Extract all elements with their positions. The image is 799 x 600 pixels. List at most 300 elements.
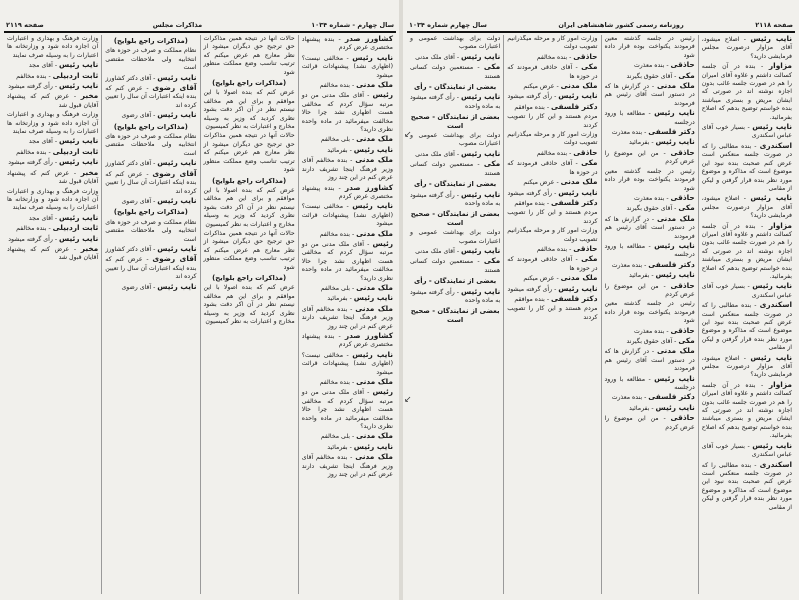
paragraph-text: حالات آنها در نتیجه همین مذاکرات حق ترجیح حق دیگران میشود از نظر معارج هم عرض میکنم که ترتیب تناسب وضع مملکت منظور شود (203, 229, 295, 271)
speaker-name: ملک مدنی (356, 134, 393, 144)
speaker-name: مکی (678, 203, 695, 213)
margin-arrow-icon: ↙ (404, 395, 412, 405)
paragraph-text: - من این موضوع را عرض کردم (604, 415, 695, 431)
paragraph-text: - مستعمین دولت کسانی هستند (410, 258, 501, 274)
paragraph-text: - بسیار خوب آقای عباس اسکندری (701, 124, 792, 140)
paragraph-text: - مطالعه با ورود درجلسه (604, 110, 695, 126)
paragraph-text: - عرض کنم که بنده اینکه اعتبارات آن سال را تعیین کرده اند (105, 256, 197, 281)
paragraph (302, 146, 393, 155)
speaker-name: مخبر (80, 243, 99, 253)
paragraph (204, 89, 295, 131)
newspaper-title: روزنامه رسمی کشور شاهنشاهی ایران (558, 21, 684, 29)
paragraph-text: - بنده مخالفم آقای وزیر فرهنگ اینجا تشریف دارند عرض کنم در این چند روز (301, 454, 393, 479)
columns (4, 35, 396, 594)
paragraph (507, 82, 597, 91)
paragraph (702, 123, 792, 141)
speaker-name: نایب رئیس (352, 349, 393, 359)
paragraph-text: - بنده مخالفم آقای وزیر فرهنگ اینجا تشریف دارند عرض کنم در این چند روز (301, 305, 393, 330)
paragraph (507, 53, 597, 62)
speaker-name: رئیس (372, 90, 393, 100)
speaker-name: نایب رئیس (352, 52, 393, 62)
paragraph (410, 132, 500, 149)
paragraph-text: - در گزارش ها که در دستور است آقای رئیس هم فرمودند (604, 348, 695, 373)
section-heading: (مذاکرات راجع بلوایح) (212, 176, 287, 185)
paragraph (605, 414, 695, 432)
speaker-name: حاذقی (670, 147, 695, 157)
paragraph-text: - رأی گرفته میشود به ماده واحده (410, 191, 501, 207)
speaker-name: نایب رئیس (558, 91, 598, 101)
speaker-name: دکتر فلسفی (648, 392, 695, 402)
paragraph-text: - رأی گرفته میشود (507, 93, 557, 101)
paragraph-text: - بسیار خوب آقای عباس اسکندری (701, 442, 792, 459)
paragraph (702, 442, 792, 460)
paragraph-text: - عرض میکنم (523, 83, 559, 91)
paragraph (702, 35, 792, 61)
page-header (409, 20, 793, 30)
paragraph-text: مردم هستند و این کار را تصویب کردند (507, 305, 598, 321)
speaker-name: نایب رئیس (59, 136, 99, 146)
paragraph-text: - آقای ملک مدنی من دو مرتبه سؤال کردم که مخالفی هست اظهاری نشد چرا حالا مخالفت میفرمائید در ماده واحده نظری دارید؟ (301, 389, 393, 431)
speaker-name: رئیس (372, 238, 393, 248)
paragraph (410, 191, 500, 209)
speaker-name: حاذقی (573, 51, 598, 61)
paragraph-text: - بلی مخالفم (320, 136, 355, 144)
paragraph (105, 47, 196, 72)
paragraph (302, 294, 393, 303)
speaker-name: کشاورز صدر (344, 35, 393, 43)
speaker-name: حاذقی (573, 243, 598, 253)
speaker-name: مکی (483, 159, 501, 169)
speaker-name: مکی (483, 256, 501, 266)
paragraph-text: - مخالفی نیست؟ (اظهاری نشد) پیشنهادات قرائت میشود (301, 351, 393, 376)
paragraph (7, 72, 98, 81)
speaker-name: ثابت اردبیلی (52, 70, 99, 80)
paragraph-text: - بنده مخالفم آقای وزیر فرهنگ اینجا تشریف دارند عرض کنم در این چند روز (301, 157, 393, 182)
paragraph-text: - بفرمائید (629, 404, 654, 412)
paragraph-text: - رأی گرفته میشود به ماده واحده (410, 94, 501, 110)
issue-label: سال چهارم - شماره ۱۰۳۴ (311, 21, 394, 29)
paragraph (702, 301, 792, 352)
paragraph (302, 202, 393, 228)
paragraph (7, 82, 98, 91)
paragraph (302, 240, 393, 283)
paragraph (302, 378, 393, 387)
paragraph (507, 274, 597, 283)
paragraph (605, 393, 695, 402)
speaker-name: اسکندری (759, 459, 792, 469)
speaker-name: ثابت اردبیلی (52, 146, 99, 156)
paragraph (507, 209, 597, 226)
paragraph (507, 113, 597, 130)
paragraph (605, 35, 695, 60)
paragraph (605, 128, 695, 137)
paragraph-text: - مخالفی نیست؟ (اظهاری نشد) پیشنهادات قرائت میشود (301, 203, 393, 228)
paragraph (507, 305, 597, 322)
speaker-name: نایب رئیس (157, 243, 197, 253)
paragraph (702, 62, 792, 122)
paragraph-text: وزارت امور کار و مرحله میگذرانیم تصویب دولت (507, 227, 598, 243)
speaker-name: نایب رئیس (157, 195, 197, 205)
paragraph (507, 295, 597, 304)
paragraph-text: - بنده معذرت (611, 394, 647, 402)
speaker-name: نایب رئیس (461, 51, 501, 61)
speaker-name: ملک مدنی (355, 452, 393, 462)
paragraph-text: - آقای دکتر کشاورز (105, 160, 156, 168)
paragraph-text: - آقای ملک مدنی من دو مرتبه سؤال کردم که مخالفی هست اظهاری نشد چرا حالا مخالفت میفرمائید در ماده واحده نظری دارید؟ (301, 240, 393, 282)
speaker-name: نایب رئیس (461, 245, 501, 255)
paragraph-text: - آقای حقوق بگیرند (626, 205, 677, 213)
paragraph (410, 229, 500, 246)
paragraph-text: - بفرمائید (629, 139, 654, 147)
paragraph-text: - عرض میکنم (523, 179, 559, 187)
paragraph-text: - رأی گرفته میشود (507, 189, 557, 197)
paragraph (605, 61, 695, 70)
paragraph (702, 381, 792, 441)
speaker-name: حاذقی (670, 413, 695, 423)
paragraph-text: - بسیار خوب آقای عباس اسکندری (701, 283, 792, 299)
speaker-name: ملک مدنی (560, 177, 598, 187)
speaker-name: ملک مدنی (355, 155, 393, 165)
paragraph (105, 245, 196, 254)
speaker-name: کشاورز صدر (344, 182, 393, 192)
paragraph (105, 159, 196, 168)
speaker-name: ملک مدنی (356, 282, 393, 292)
paragraph-text: - رأی گرفته میشود (8, 159, 58, 167)
section-heading: (مذاکرات راجع بلوایح) (113, 208, 188, 217)
paragraph (605, 138, 695, 147)
paragraph-text: دولت برای بهداشت عمومی و اعتبارات مصوب (410, 229, 501, 245)
paragraph (7, 137, 98, 146)
speaker-name: مکی (581, 158, 598, 168)
paragraph-text: - آقای ملک مدنی من دو مرتبه سؤال کردم که مخالفی هست اظهاری نشد چرا حالا مخالفت میفرمائید در ماده واحده نظری دارید؟ (301, 92, 393, 134)
paragraph (302, 388, 393, 431)
paragraph (702, 282, 792, 300)
speaker-name: ملک مدنی (356, 377, 393, 387)
speaker-name: نایب رئیس (654, 240, 695, 250)
paragraph-text: - آقای رضوی (121, 112, 156, 120)
paragraph-text: - بنده موافقم (514, 103, 550, 111)
paragraph-text: - مطالعه با ورود درجلسه (604, 375, 695, 392)
speaker-name: نایب رئیس (157, 158, 197, 168)
speaker-name: مکی (581, 254, 598, 264)
paragraph (702, 461, 792, 512)
speaker-name: نایب رئیس (654, 108, 695, 118)
paragraph (410, 93, 500, 111)
paragraph (410, 288, 500, 306)
paragraph-text: - بنده موافقم (514, 295, 550, 303)
speaker-name: نایب رئیس (353, 293, 393, 303)
paragraph-text: رئیس در جلسه گذشته معین فرمودند یکنواخت بوده قرار داده شود (604, 35, 695, 59)
paragraph-text: حالات آنها در نتیجه همین مذاکرات حق ترجیح حق دیگران میشود از نظر معارج هم عرض میکنم که ترتیب تناسب وضع مملکت منظور شود (203, 35, 295, 76)
paragraph-text: - بنده مطالبی را که در صورت جلسه منعکس است عرض کنم صحبت بنده نبود این موضوع است که مذاکره و موضوع مورد نظر بنده قرار گرفتن و لیکن از مقامی (701, 461, 792, 511)
paragraph (507, 227, 597, 244)
speaker-name: اسکندری (759, 300, 792, 310)
speaker-name: دکتر فلسفی (648, 259, 695, 269)
speaker-name: مزاوار (768, 379, 792, 389)
speaker-name: مزاوار (768, 61, 792, 71)
paragraph (410, 150, 500, 159)
paragraph-text: - بنده در آن جلسه کسالت داشتم و علاوه آقای امیران را هم در صورت جلسه غائب بدون اجازه نوشته اند در صورتی که ایشان مریض و بستری میباشند بنده خواستم توضیح بدهم که اصلاح بفرمائید. (701, 222, 792, 280)
paragraph (105, 111, 196, 120)
paragraph (507, 92, 597, 101)
paragraph (507, 63, 597, 81)
paragraph (605, 215, 695, 241)
page-number: صفحه ۲۱۱۸ (755, 21, 793, 29)
text-column (503, 35, 600, 594)
speaker-name: آقای رضوی (152, 254, 197, 264)
paragraph (105, 170, 196, 196)
paragraph (105, 219, 196, 244)
paragraph (105, 74, 196, 83)
speaker-name: دکتر فلسفی (648, 127, 695, 137)
speaker-name: ملک مدنی (657, 81, 695, 91)
speaker-name: اسکندری (759, 140, 792, 150)
paragraph (302, 184, 393, 202)
paragraph (105, 255, 196, 281)
paragraph-text: - بنده مخالفم (536, 53, 572, 61)
paragraph-text: - آقای رضوی (121, 283, 156, 291)
section-heading: بعضی از نمایندگان - رأی (414, 180, 497, 189)
section-heading: بعضی از نمایندگان - صحیح است (410, 307, 500, 324)
paragraph (605, 404, 695, 413)
speaker-name: مکی (581, 62, 598, 72)
paragraph (507, 149, 597, 158)
section-heading: بعضی از نمایندگان - صحیح است (410, 113, 500, 130)
paragraph (605, 347, 695, 373)
section-heading: بعضی از نمایندگان - رأی (414, 83, 497, 92)
text-column (601, 35, 698, 594)
speaker-name: نایب رئیس (157, 110, 197, 120)
section-heading: بعضی از نمایندگان - صحیح است (410, 210, 500, 227)
speaker-name: نایب رئیس (461, 92, 501, 102)
speaker-name: ملک مدنی (560, 273, 598, 283)
paragraph-text: رئیس در جلسه گذشته معین فرمودند یکنواخت بوده قرار داده شود (604, 300, 695, 325)
paragraph-text: - بنده معذرت (611, 129, 647, 137)
paragraph-text: - عرض کنم که پیشنهاد آقایان قبول شد (7, 93, 99, 109)
paragraph-text: - عرض کنم که پیشنهاد آقایان قبول شد (7, 245, 99, 262)
paragraph (7, 169, 98, 187)
margin-arrow-icon: ↙ (404, 130, 412, 140)
page-header (6, 20, 394, 30)
paragraph-text: - من این موضوع را عرض کردم (604, 282, 695, 298)
paragraph-text: - آقای مجد (28, 62, 58, 70)
paragraph-text: - آقای دکتر کشاورز (105, 74, 156, 82)
paragraph-text: - بنده در آن جلسه کسالت داشتم و علاوه آقای امیران را هم در صورت جلسه غائب بدون اجازه نوشته اند در صورتی که ایشان مریض و بستری میباشند بنده خواستم توضیح بدهم که اصلاح بفرمائید. (701, 381, 792, 440)
page-number: صفحه ۲۱۱۹ (6, 21, 44, 29)
paragraph (302, 135, 393, 144)
paragraph-text: - آقای حاذقی فرمودند که در حوزه ها (507, 64, 598, 80)
section-heading: بعضی از نمایندگان - رأی (414, 277, 497, 286)
paragraph (302, 305, 393, 331)
paragraph-text: - مستعمین دولت کسانی هستند (410, 64, 501, 80)
speaker-name: ثابت اردبیلی (52, 223, 99, 233)
paragraph-text: - بفرمائید (327, 443, 352, 451)
paragraph (605, 194, 695, 203)
paragraph-text: - بنده مخالفم (536, 245, 572, 253)
speaker-name: ملک مدنی (356, 80, 393, 90)
paragraph-text: دولت برای بهداشت عمومی و اعتبارات مصوب (410, 35, 501, 51)
speaker-name: مکی (678, 70, 695, 80)
paragraph-text: - بنده مخالفم (536, 149, 572, 157)
paragraph-text: - بنده مخالفم (16, 72, 51, 80)
text-column (101, 35, 199, 594)
section-heading: (مذاکرات راجع بلوایح) (113, 122, 188, 131)
paragraph-text: - آقای دکتر کشاورز (105, 245, 156, 253)
speaker-name: نایب رئیس (461, 148, 501, 158)
paragraph-text: - بنده مطالبی را که در صورت جلسه منعکس است عرض کنم صحبت بنده نبود این موضوع است که مذاکره و موضوع مورد نظر بنده قرار گرفتن و لیکن از مقامی (701, 142, 792, 192)
paragraph (204, 187, 295, 229)
paragraph-text: - بنده پیشنهاد مختصری عرض کردم (301, 184, 393, 200)
paragraph (507, 199, 597, 208)
paragraph-text: - بنده در آن جلسه کسالت داشتم و علاوه آقای امیران را هم در صورت جلسه غائب بدون اجازه نوشته اند در صورتی که ایشان مریض و بستری میباشند بنده خواستم توضیح بدهم که اصلاح بفرمائید. (701, 63, 792, 121)
paragraph (410, 247, 500, 256)
speaker-name: رئیس (372, 387, 393, 397)
paragraph (204, 35, 295, 77)
paragraph-text: - بنده مخالفم (319, 230, 355, 238)
paragraph-text: - بنده معذرت (611, 261, 647, 269)
paragraph (105, 197, 196, 206)
paragraph (507, 103, 597, 112)
speaker-name: دکتر فلسفی (551, 101, 598, 111)
paragraph-text: - عرض میکنم (523, 275, 559, 283)
paragraph (302, 35, 393, 53)
paragraph-text: - عرض کنم که بنده اینکه اعتبارات آن سال را تعیین کرده اند (105, 170, 197, 195)
text-column (200, 35, 298, 594)
speaker-name: ملک مدنی (355, 303, 393, 313)
paragraph-text: - عرض کنم که پیشنهاد آقایان قبول شد (7, 169, 99, 186)
paragraph-text: وزارت فرهنگ و بهداری و اعتبارات آن اجازه داده شود و وزارتخانه ها اعتبارات را به وسیله صرف نمایند (7, 187, 99, 212)
paragraph-text: عرض کنم که بنده اصولا با این موافقم و برای این هم مخالف نیستم نظر در آن اکر دقت بشود نظری کردید که وزیر به وسیله مخارج و اعتبارات به نظر کمیسیون (203, 186, 295, 228)
paragraph (702, 142, 792, 193)
paragraph-text: - بنده معذرت (633, 62, 669, 70)
paragraph-text: عرض کنم که بنده اصولا با این موافقم و برای این هم مخالف نیستم نظر در آن اکر دقت بشود نظری کردید که وزیر به وسیله مخارج و اعتبارات به نظر کمیسیون (203, 284, 295, 325)
paragraph (507, 178, 597, 187)
speaker-name: نایب رئیس (59, 157, 99, 167)
paragraph-text: - رأی گرفته میشود به ماده واحده (410, 288, 501, 304)
paragraph-text: - بلی مخالفم (320, 284, 355, 292)
paragraph (507, 285, 597, 294)
paragraph-text: دولت برای بهداشت عمومی و اعتبارات مصوب (410, 132, 501, 148)
paragraph-text: - بنده معذرت (633, 327, 669, 335)
speaker-name: ملک مدنی (356, 228, 393, 238)
speaker-name: ملک مدنی (560, 81, 598, 91)
paragraph (7, 92, 98, 110)
speaker-name: نایب رئیس (558, 187, 598, 197)
paragraph (302, 54, 393, 80)
paragraph (410, 35, 500, 52)
paragraph (605, 168, 695, 193)
speaker-name: نایب رئیس (59, 60, 99, 70)
speaker-name: نایب رئیس (461, 286, 501, 296)
paragraph-text: - بنده معذرت (633, 194, 669, 202)
text-column (407, 35, 503, 594)
speaker-name: حاذقی (670, 60, 695, 70)
paragraph (7, 35, 98, 60)
speaker-name: نایب رئیس (461, 189, 501, 199)
paragraph (605, 375, 695, 393)
paragraph (605, 261, 695, 270)
paragraph (605, 242, 695, 260)
paragraph-text: نظام مملکت و صرف در حوزه های انتخابیه ولی ملاحظات مقتضی است (105, 47, 197, 72)
speaker-name: نایب رئیس (752, 281, 793, 291)
paragraph-text: - عرض کنم که بنده اینکه اعتبارات آن سال را تعیین کرده اند (105, 85, 197, 109)
speaker-name: آقای رضوی (152, 83, 197, 93)
paragraph-text: - بنده مخالفم (319, 82, 355, 90)
paragraph (605, 82, 695, 108)
speaker-name: دکتر فلسفی (551, 197, 598, 207)
paragraph-text: - بفرمائید (327, 295, 352, 303)
speaker-name: نایب رئیس (558, 283, 598, 293)
section-heading: (مذاکرات راجع بلوایح) (113, 37, 188, 45)
paragraph (507, 35, 597, 52)
paragraph-text: - آقای مجد (28, 138, 58, 146)
paragraph (605, 337, 695, 346)
speaker-name: نایب رئیس (352, 201, 393, 211)
paragraph (7, 111, 98, 136)
speaker-name: مزاوار (768, 220, 792, 230)
paragraph (7, 214, 98, 223)
paragraph-text: وزارت امور کار و مرحله میگذرانیم تصویب دولت (507, 131, 598, 147)
paragraph-text: نظام مملکت و صرف در حوزه های انتخابیه ولی ملاحظات مقتضی است (105, 133, 197, 157)
paragraph-text: - مستعمین دولت کسانی هستند (410, 161, 501, 177)
paragraph-text: - اصلاح میشود، آقای مزاوار درصورت مجلس فرمایشی دارید؟ (701, 195, 792, 220)
paragraph (410, 160, 500, 178)
paragraph-text: - آقای ملک مدنی (415, 150, 460, 158)
paragraph (410, 53, 500, 62)
speaker-name: ملک مدنی (657, 346, 695, 356)
columns (407, 35, 795, 594)
paragraph-text: وزارت فرهنگ و بهداری و اعتبارات آن اجازه داده شود و وزارتخانه ها اعتبارات را به وسیله صرف نمایند (7, 111, 99, 136)
paragraph (605, 282, 695, 300)
speaker-name: ملک مدنی (657, 213, 695, 223)
paragraph (507, 159, 597, 177)
paragraph (7, 61, 98, 70)
paragraph-text: - بفرمائید (327, 146, 352, 154)
speaker-name: حاذقی (670, 280, 695, 290)
paragraph (302, 453, 393, 479)
paragraph (702, 354, 792, 380)
paragraph-text: - آقای ملک مدنی (415, 247, 460, 255)
paragraph (7, 158, 98, 167)
paragraph (7, 224, 98, 233)
section-title: مذاکرات مجلس (152, 21, 203, 29)
paragraph-text: - بلی مخالفم (320, 433, 355, 441)
paragraph-text: - آقای حقوق بگیرند (626, 338, 677, 345)
paragraph-text: - آقای مجد (28, 214, 58, 222)
speaker-name: مکی (678, 336, 695, 345)
paragraph (302, 81, 393, 90)
paragraph (605, 327, 695, 336)
right-page (403, 0, 799, 600)
speaker-name: نایب رئیس (157, 281, 197, 291)
paragraph (105, 133, 196, 158)
speaker-name: حاذقی (670, 325, 695, 335)
paragraph-text: - بنده پیشنهاد مختصری عرض کردم (301, 36, 393, 52)
paragraph-text: - مخالفی نیست؟ (اظهاری نشد) پیشنهادات قرائت میشود (301, 54, 393, 79)
paragraph-text: - آقای حقوق بگیرند (626, 72, 677, 80)
paragraph-text: - آقای رضوی (121, 197, 156, 205)
paragraph (605, 271, 695, 280)
paragraph-text: - بنده مخالفم (319, 379, 355, 387)
speaker-name: دکتر فلسفی (551, 293, 598, 303)
paragraph (302, 432, 393, 441)
paragraph (302, 443, 393, 452)
section-heading: (مذاکرات راجع بلوایح) (212, 273, 287, 282)
paragraph-text: - اصلاح میشود، آقای مزاوار درصورت مجلس فرمایشی دارید؟ (701, 354, 792, 379)
paragraph-text: رئیس در جلسه گذشته معین فرمودند یکنواخت بوده قرار داده شود (604, 167, 695, 192)
paragraph (204, 230, 295, 272)
text-column (4, 35, 101, 594)
